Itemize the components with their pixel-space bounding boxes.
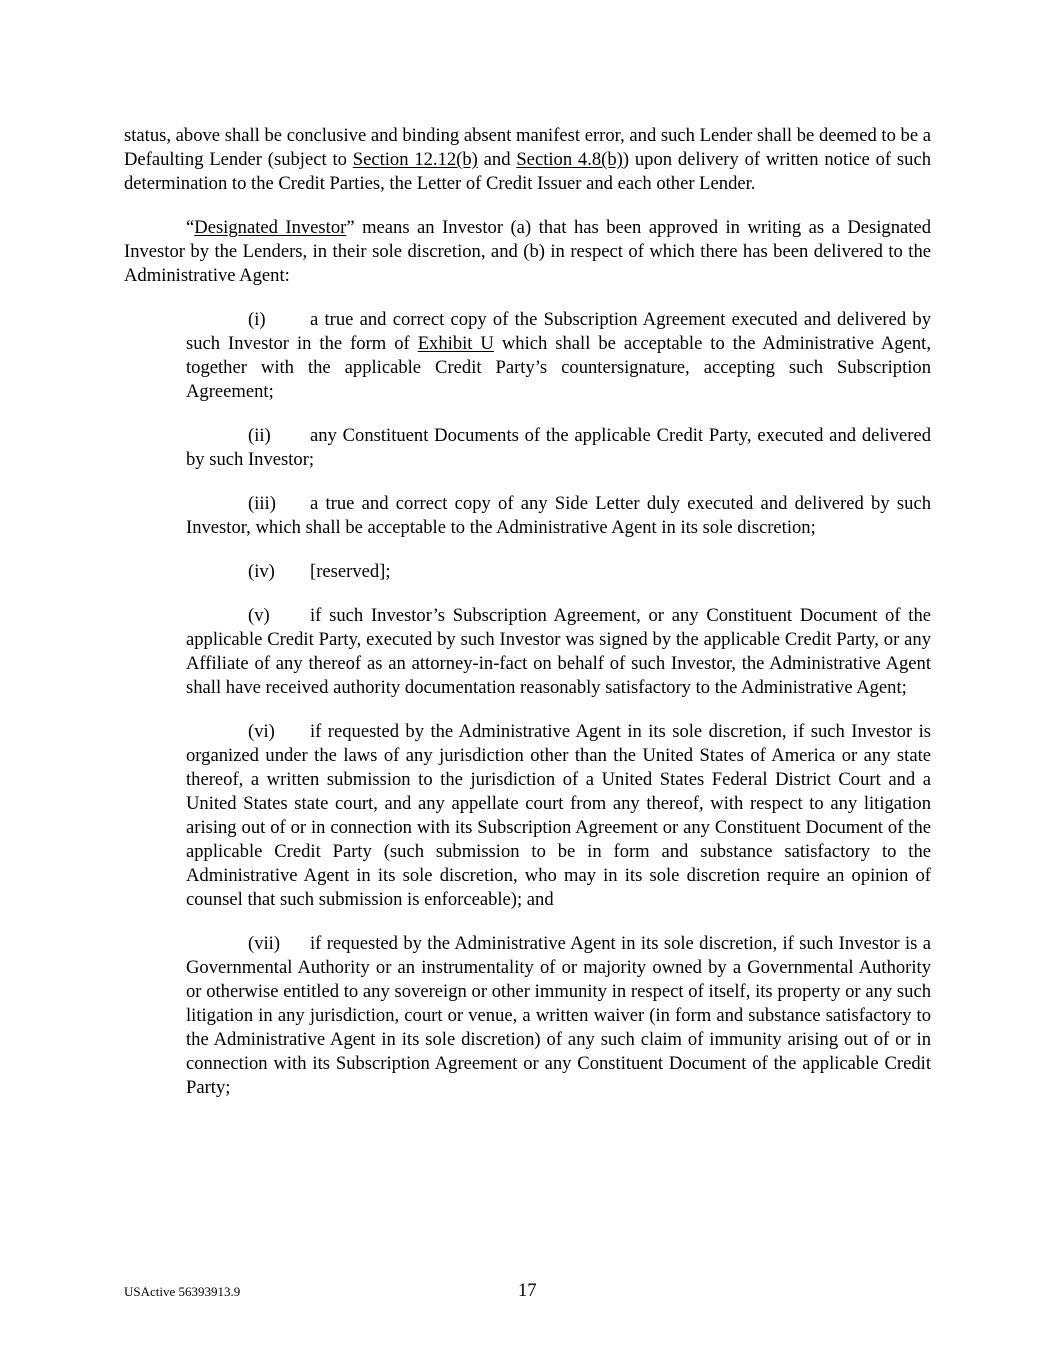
exhibit-u-link: Exhibit U bbox=[417, 333, 494, 354]
intro-text-2: and bbox=[477, 149, 517, 170]
item-v-text: if such Investor’s Subscription Agreement, or any Constituent Document of the applicable Credit Party, executed by such Investor was signed by the applicable Credit Party, or any Affiliate of any thereof as an attorney-in-fact on behalf of such Investor, the Administrative Agent shall have received authority documentation reasonably satisfactory to the Administrative Agent; bbox=[186, 605, 931, 698]
item-vii bbox=[186, 932, 931, 1100]
item-v-label: (v) bbox=[248, 605, 270, 626]
item-vi-text: if requested by the Administrative Agent in its sole discretion, if such Investor is organized under the laws of any jurisdiction other than the United States of America or any state thereof, a written submission to the jurisdiction of a United States Federal District Court and a United States state court, and any appellate court from any thereof, with respect to any litigation arising out of or in connection with its Subscription Agreement or any Constituent Document of the applicable Credit Party (such submission to be in form and substance satisfactory to the Administrative Agent in its sole discretion, who may in its sole discretion require an opinion of counsel that such submission is enforceable); and bbox=[186, 721, 931, 910]
item-i-text-2: which shall be acceptable to the Administrative Agent, together with the applicable Credit Party’s countersignature, accepting such Subscription Agreement; bbox=[186, 333, 931, 402]
item-vi bbox=[186, 720, 931, 912]
item-v bbox=[186, 604, 931, 700]
item-iv-text: [reserved]; bbox=[310, 561, 391, 582]
defined-term: Designated Investor bbox=[194, 217, 347, 238]
item-iii bbox=[186, 492, 931, 540]
definition-text: ” means an Investor (a) that has been approved in writing as a Designated Investor by the Lenders, in their sole discretion, and (b) in respect of which there has been delivered to the Administrative Agent: bbox=[124, 217, 931, 286]
item-ii-text: any Constituent Documents of the applicable Credit Party, executed and delivered by such Investor; bbox=[186, 425, 931, 470]
item-iii-text: a true and correct copy of any Side Letter duly executed and delivered by such Investor, which shall be acceptable to the Administrative Agent in its sole discretion; bbox=[186, 493, 931, 538]
footer-doc-id: USActive 56393913.9 bbox=[124, 1284, 241, 1299]
item-ii-label: (ii) bbox=[248, 425, 271, 446]
item-vii-label: (vii) bbox=[248, 933, 281, 954]
intro-text-3: ) upon delivery of written notice of such determination to the Credit Parties, the Letter of Credit Issuer and each other Lender. bbox=[124, 149, 932, 194]
intro-text-1: status, above shall be conclusive and binding absent manifest error, and such Lender shall be deemed to be a Defaulting Lender (subject to bbox=[124, 125, 931, 170]
page-number: 17 bbox=[518, 1280, 537, 1301]
item-iv-label: (iv) bbox=[248, 561, 275, 582]
document-body bbox=[124, 124, 931, 1120]
item-i-label: (i) bbox=[248, 309, 266, 330]
intro-paragraph bbox=[124, 124, 931, 196]
item-ii bbox=[186, 424, 931, 472]
section-4-8b-link: Section 4.8(b) bbox=[516, 149, 623, 170]
definition-open-quote: “ bbox=[186, 217, 195, 238]
item-iv bbox=[186, 560, 931, 584]
item-i bbox=[186, 308, 931, 404]
section-12-12b-link: Section 12.12(b) bbox=[352, 149, 478, 170]
item-iii-label: (iii) bbox=[248, 493, 276, 514]
item-i-text-1: a true and correct copy of the Subscription Agreement executed and delivered by such Investor in the form of bbox=[186, 309, 931, 354]
item-vii-text: if requested by the Administrative Agent in its sole discretion, if such Investor is a Governmental Authority or an instrumentality of or majority owned by a Governmental Authority or otherwise entitled to any sovereign or other immunity in respect of itself, its property or any such litigation in any jurisdiction, court or venue, a written waiver (in form and substance satisfactory to the Administrative Agent in its sole discretion) of any such claim of immunity arising out of or in connection with its Subscription Agreement or any Constituent Document of the applicable Credit Party; bbox=[186, 933, 931, 1098]
definition-paragraph bbox=[124, 216, 931, 288]
item-vi-label: (vi) bbox=[248, 721, 275, 742]
